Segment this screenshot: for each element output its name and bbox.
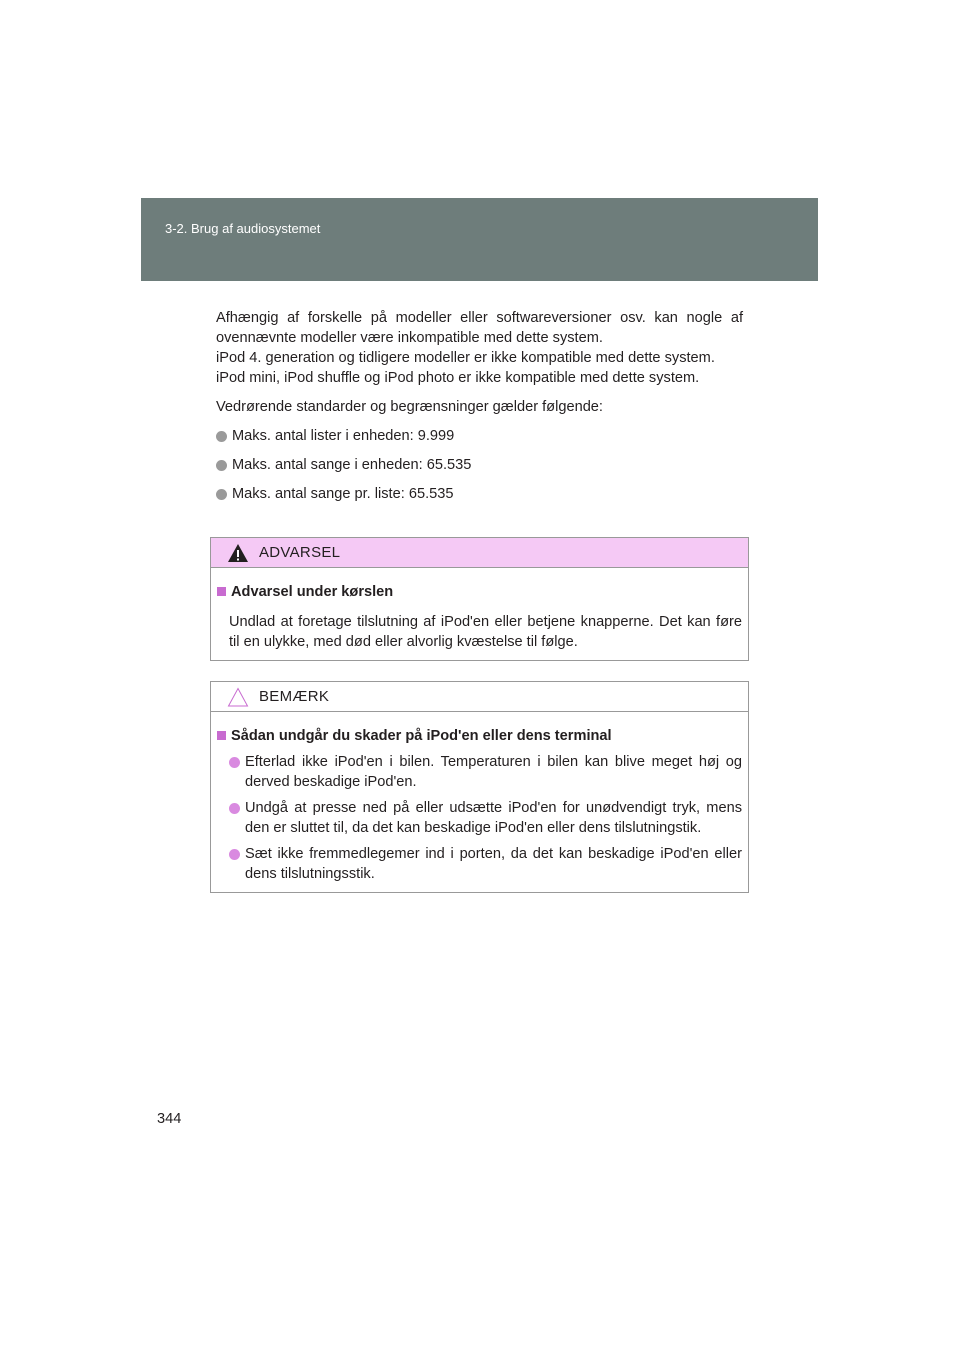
bullet-dot-icon: [216, 431, 227, 442]
warning-box-body: [211, 568, 748, 652]
list-item: [229, 752, 742, 792]
list-item-text: Maks. antal lister i enheden: 9.999: [232, 428, 455, 444]
list-item-text: Maks. antal sange pr. liste: 65.535: [232, 486, 454, 502]
bullet-dot-icon: [216, 489, 227, 500]
notice-box-header: [211, 682, 748, 712]
warning-box: [210, 537, 749, 661]
list-item: [229, 798, 742, 838]
square-bullet-icon: [217, 731, 226, 740]
notice-heading: [217, 726, 742, 746]
standards-intro: Vedrørende standarder og begrænsninger gælder følgende:: [216, 399, 603, 415]
list-item: [216, 426, 743, 446]
list-item: [216, 484, 743, 504]
warning-heading-text: Advarsel under kørslen: [231, 584, 394, 600]
notice-title: BEMÆRK: [259, 688, 330, 705]
section-title: 3-2. Brug af audiosystemet: [165, 221, 321, 236]
bullet-dot-icon: [229, 757, 240, 768]
notice-box-body: [211, 712, 748, 884]
intro-text: [216, 308, 743, 504]
intro-paragraph: Afhængig af forskelle på modeller eller softwareversioner osv. kan nogle af ovennævnte modeller være inkompatible med dette system.: [216, 310, 743, 346]
section-header-bar: [141, 198, 818, 281]
bullet-dot-icon: [216, 460, 227, 471]
intro-paragraph: iPod 4. generation og tidligere modeller er ikke kompatible med dette system.: [216, 350, 715, 366]
warning-box-header: [211, 538, 748, 568]
list-item-text: Maks. antal sange i enheden: 65.535: [232, 457, 472, 473]
warning-text: Undlad at foretage tilslutning af iPod'en eller betjene knapperne. Det kan føre til en ulykke, med død eller alvorlig kvæstelse til følge.: [229, 614, 742, 650]
bullet-dot-icon: [229, 849, 240, 860]
warning-heading: [217, 582, 742, 602]
list-item-text: Sæt ikke fremmedlegemer ind i porten, da det kan beskadige iPod'en eller dens tilslutningsstik.: [245, 846, 742, 882]
warning-triangle-filled-icon: [227, 543, 249, 563]
square-bullet-icon: [217, 587, 226, 596]
notice-heading-text: Sådan undgår du skader på iPod'en eller dens terminal: [231, 728, 612, 744]
page-number: 344: [157, 1111, 182, 1127]
warning-triangle-outline-icon: [227, 687, 249, 707]
list-item: [229, 844, 742, 884]
intro-paragraph: iPod mini, iPod shuffle og iPod photo er ikke kompatible med dette system.: [216, 370, 700, 386]
bullet-dot-icon: [229, 803, 240, 814]
list-item: [216, 455, 743, 475]
list-item-text: Efterlad ikke iPod'en i bilen. Temperaturen i bilen kan blive meget høj og derved beskadige iPod'en.: [245, 754, 742, 790]
list-item-text: Undgå at presse ned på eller udsætte iPod'en for unødvendigt tryk, mens den er sluttet til, da det kan beskadige iPod'en eller dens tilslutningstik.: [245, 800, 742, 836]
notice-box: [210, 681, 749, 893]
warning-title: ADVARSEL: [259, 544, 341, 561]
